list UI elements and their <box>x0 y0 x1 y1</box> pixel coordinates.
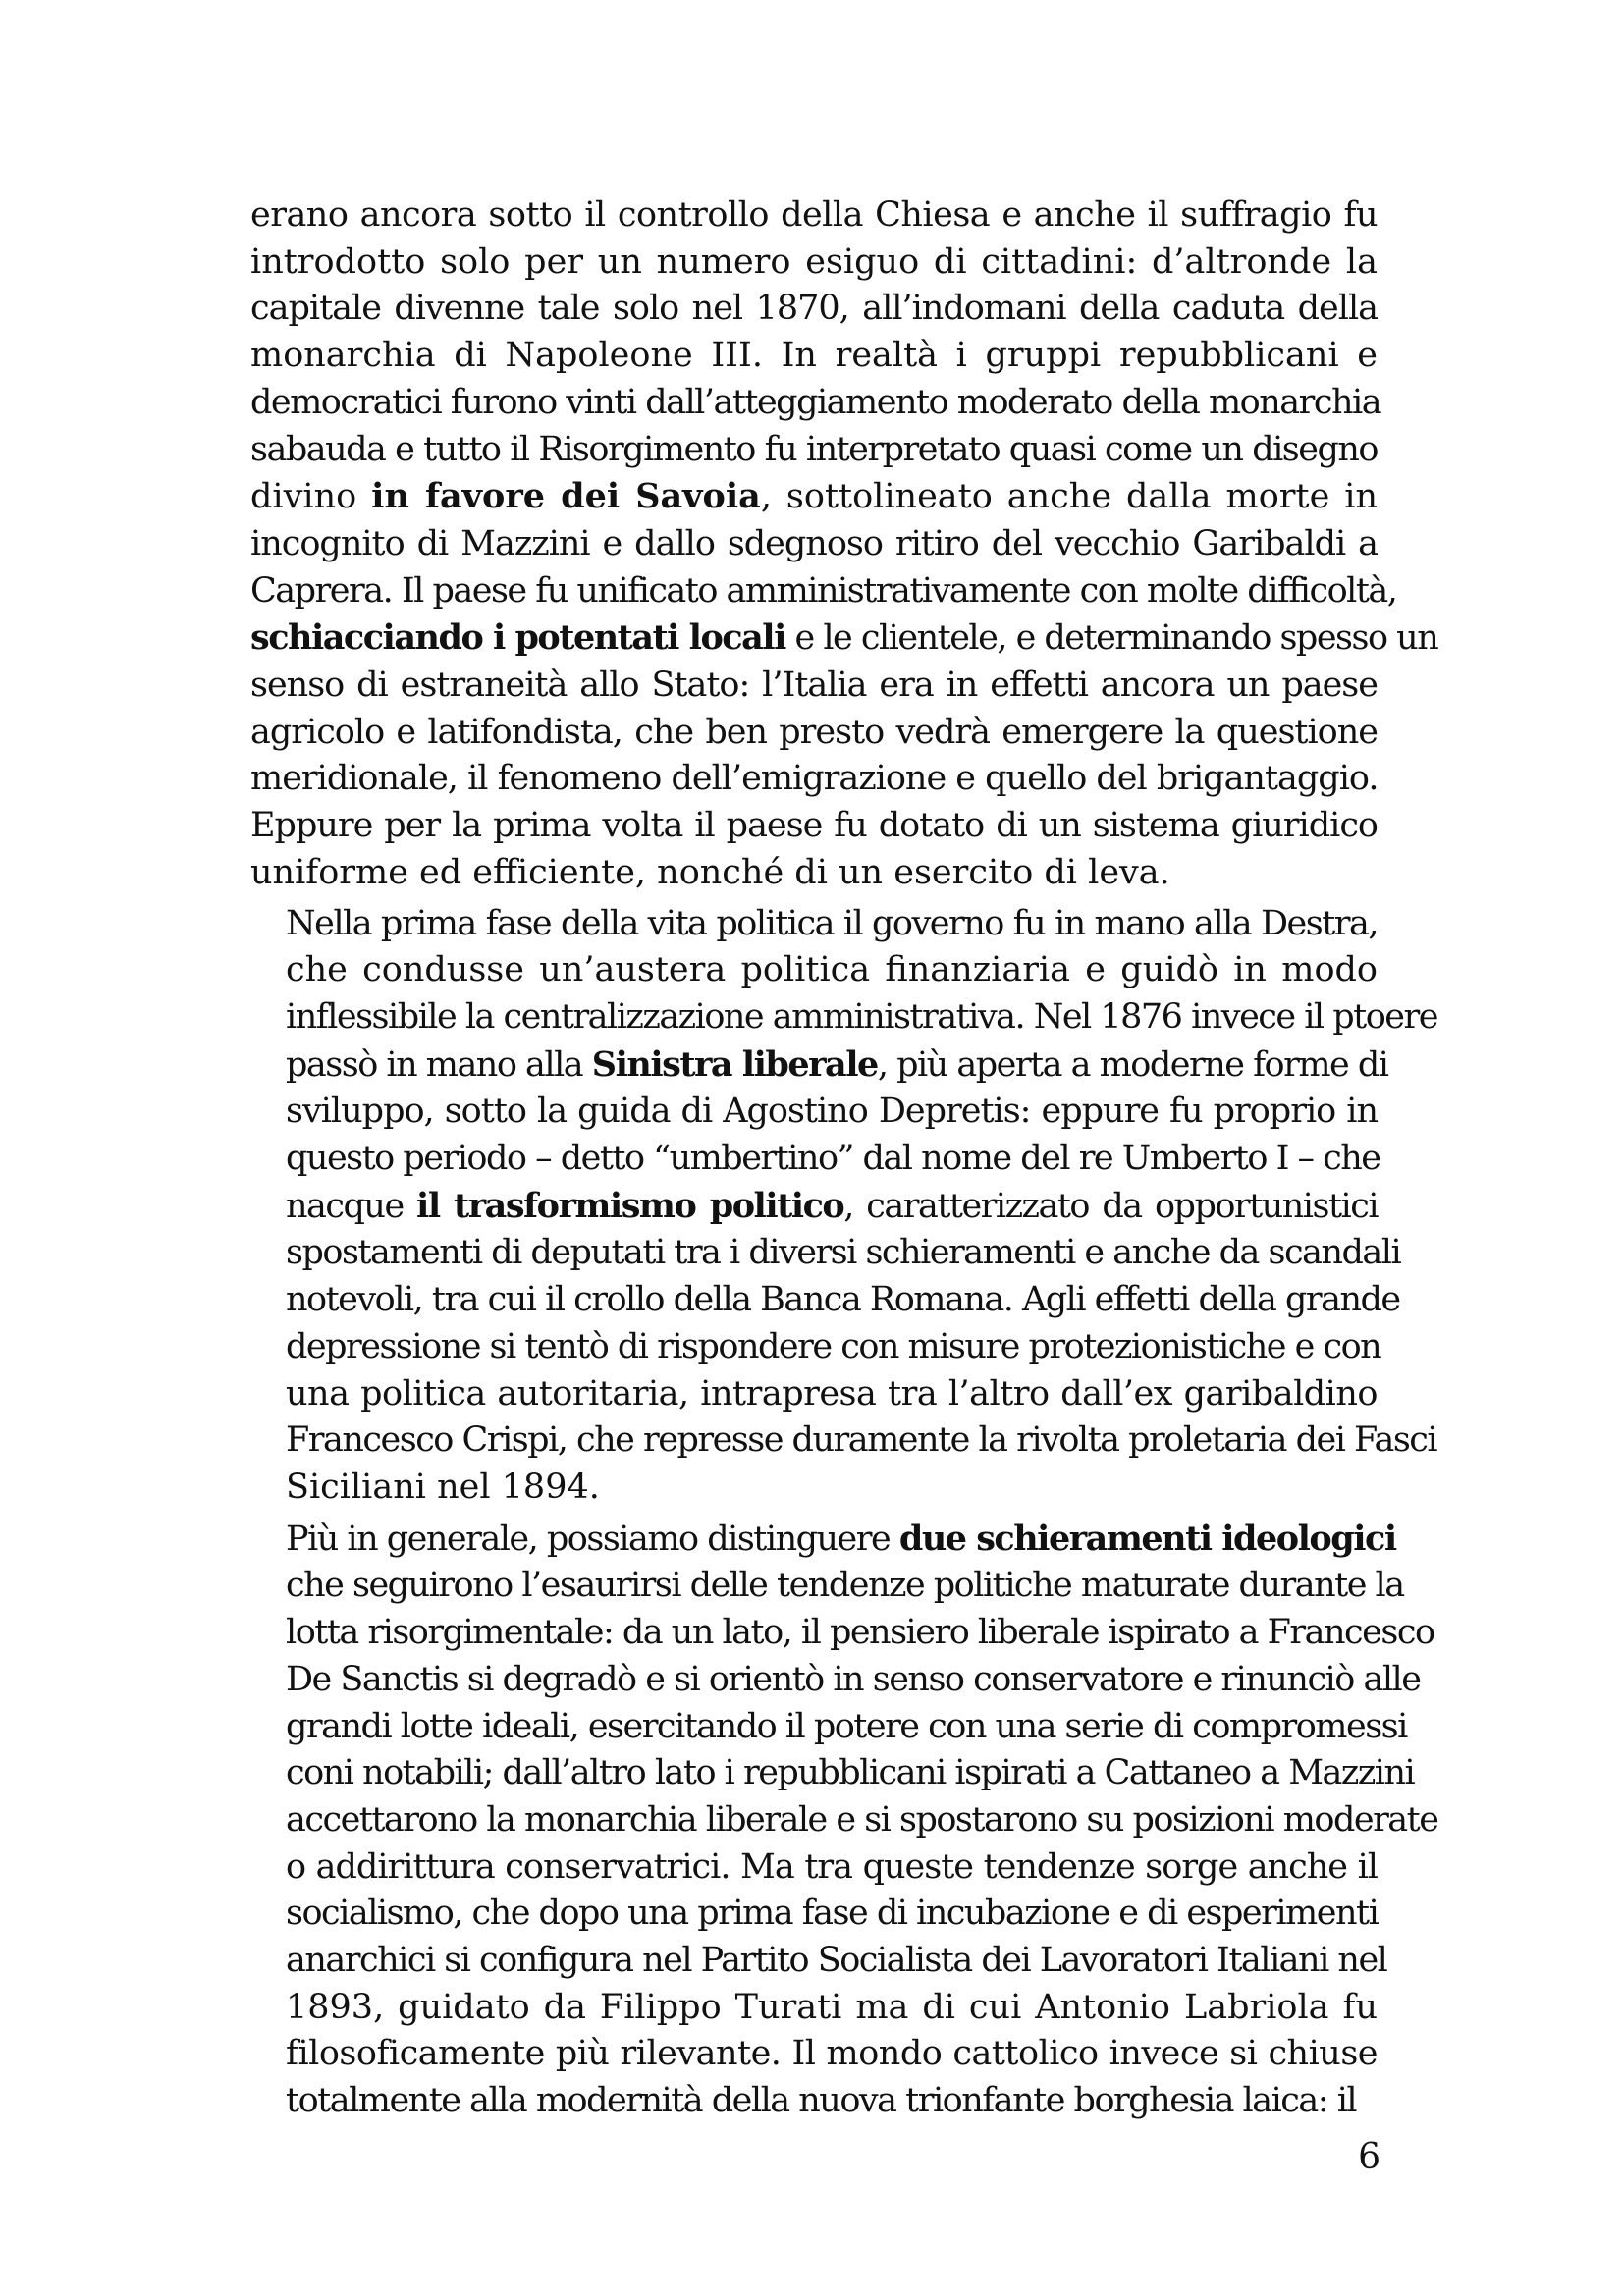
bold-phrase: in favore dei Savoia <box>371 476 761 517</box>
text-line <box>250 901 1378 948</box>
text-line <box>250 1704 1407 1751</box>
text-line <box>250 1938 1387 1985</box>
text-segment: filosoficamente più rilevante. Il mondo cattolico invece si chiuse <box>286 2034 1378 2074</box>
text-line <box>250 994 1437 1041</box>
text-segment: Siciliani nel 1894. <box>286 1467 600 1507</box>
text-line <box>250 427 1378 474</box>
text-segment: una politica autoritaria, intrapresa tra l’altro dall’ex garibaldino <box>286 1373 1378 1414</box>
text-segment: , sottolineato anche dalla morte in <box>760 477 1379 517</box>
text-line <box>250 568 1397 615</box>
text-line <box>250 286 1378 333</box>
text-line <box>250 1657 1421 1704</box>
text-segment: divino <box>250 477 372 517</box>
body-text <box>250 192 1438 2129</box>
text-segment: capitale divenne tale solo nel 1870, all’indomani della caduta della <box>250 289 1378 329</box>
text-segment: anarchici si configura nel Partito Socialista dei Lavoratori Italiani nel <box>286 1941 1387 1981</box>
text-line <box>250 1891 1378 1938</box>
text-segment: nacque <box>286 1186 417 1226</box>
text-segment: grandi lotte ideali, esercitando il potere con una serie di compromessi <box>286 1706 1407 1746</box>
text-segment: sabauda e tutto il Risorgimento fu interpretato quasi come un disegno <box>250 429 1378 469</box>
text-line <box>250 1183 1378 1231</box>
text-segment: spostamenti di deputati tra i diversi schieramenti e anche da scandali <box>286 1233 1401 1273</box>
text-segment: , caratterizzato da opportunistici <box>843 1186 1379 1226</box>
text-segment: incognito di Mazzini e dallo sdegnoso ritiro del vecchio Garibaldi a <box>250 523 1378 563</box>
text-segment: e le clientele, e determinando spesso un <box>784 618 1438 659</box>
text-line <box>250 333 1378 380</box>
bold-phrase: due schieramenti ideologici <box>898 1518 1396 1559</box>
text-segment: depressione si tentò di rispondere con misure protezionistiche e con <box>286 1326 1381 1366</box>
text-line <box>250 1089 1378 1136</box>
text-line <box>250 663 1378 710</box>
text-line <box>250 473 1378 521</box>
text-line <box>250 1750 1415 1797</box>
text-line <box>250 710 1378 757</box>
text-line <box>250 380 1381 427</box>
text-line <box>250 1563 1404 1610</box>
text-segment: 1893, guidato da Filippo Turati ma di cui Antonio Labriola fu <box>286 1987 1378 2027</box>
text-line <box>250 1277 1400 1324</box>
text-line <box>250 756 1378 803</box>
text-line <box>250 614 1438 663</box>
text-line <box>250 1041 1388 1090</box>
text-segment: Caprera. Il paese fu unificato amministrativamente con molte difficoltà, <box>250 570 1397 611</box>
text-segment: questo periodo – detto “umbertino” dal nome del re Umberto I – che <box>286 1139 1380 1179</box>
text-segment: o addirittura conservatrici. Ma tra queste tendenze sorge anche il <box>286 1846 1378 1887</box>
bold-phrase: Sinistra liberale <box>591 1043 878 1085</box>
text-segment: che seguirono l’esaurirsi delle tendenze politiche maturate durante la <box>286 1566 1404 1606</box>
text-segment: sviluppo, sotto la guida di Agostino Depretis: eppure fu proprio in <box>286 1092 1378 1132</box>
text-segment: erano ancora sotto il controllo della Chiesa e anche il suffragio fu <box>250 195 1378 235</box>
text-segment: democratici furono vinti dall’atteggiamento moderato della monarchia <box>250 382 1381 422</box>
text-line <box>250 192 1378 240</box>
text-segment: coni notabili; dall’altro lato i repubblicani ispirati a Cattaneo a Mazzini <box>286 1753 1415 1793</box>
text-segment: socialismo, che dopo una prima fase di incubazione e di esperimenti <box>286 1894 1379 1934</box>
text-line <box>250 1985 1378 2032</box>
text-line <box>250 521 1378 568</box>
text-line <box>250 1417 1437 1465</box>
bold-phrase: schiacciando i potentati locali <box>250 617 785 659</box>
text-segment: Più in generale, possiamo distinguere <box>286 1519 899 1559</box>
text-line <box>250 2078 1378 2125</box>
text-line <box>250 2031 1378 2078</box>
text-segment: senso di estraneità allo Stato: l’Italia era in effetti ancora un paese <box>250 666 1378 706</box>
text-segment: , più aperta a moderne forme di <box>877 1044 1388 1085</box>
text-segment: accettarono la monarchia liberale e si spostarono su posizioni moderate <box>286 1799 1438 1840</box>
text-line <box>250 850 1378 897</box>
text-segment: meridionale, il fenomeno dell’emigrazione e quello del brigantaggio. <box>250 759 1379 799</box>
text-line <box>250 1324 1381 1371</box>
text-segment: lotta risorgimentale: da un lato, il pensiero liberale ispirato a Francesco <box>286 1613 1434 1653</box>
text-line <box>250 1230 1401 1277</box>
text-line <box>250 1371 1378 1418</box>
paragraph <box>250 192 1438 897</box>
text-segment: che condusse un’austera politica finanziaria e guidò in modo <box>286 950 1378 990</box>
page-number: 6 <box>1358 2137 1380 2177</box>
text-segment: notevoli, tra cui il crollo della Banca Romana. Agli effetti della grande <box>286 1280 1400 1320</box>
text-segment: agricolo e latifondista, che ben presto vedrà emergere la questione <box>250 712 1378 752</box>
text-line <box>250 1516 1396 1564</box>
text-line <box>250 1136 1378 1183</box>
text-line <box>250 803 1378 850</box>
text-segment: totalmente alla modernità della nuova trionfante borghesia laica: il <box>286 2081 1357 2121</box>
text-segment: Nella prima fase della vita politica il governo fu in mano alla Destra, <box>286 903 1378 943</box>
text-segment: Francesco Crispi, che represse duramente la rivolta proletaria dei Fasci <box>286 1420 1437 1461</box>
bold-phrase: il trasformismo politico <box>416 1185 844 1226</box>
text-line <box>250 1465 1378 1512</box>
text-line <box>250 947 1378 994</box>
text-segment: Eppure per la prima volta il paese fu dotato di un sistema giuridico <box>250 806 1378 846</box>
text-line <box>250 1844 1378 1892</box>
text-segment: passò in mano alla <box>286 1044 592 1085</box>
text-line <box>250 240 1378 287</box>
paragraph <box>250 1516 1438 2125</box>
text-line <box>250 1797 1438 1844</box>
text-segment: introdotto solo per un numero esiguo di cittadini: d’altronde la <box>250 241 1378 282</box>
text-line <box>250 1610 1434 1657</box>
text-segment: monarchia di Napoleone III. In realtà i gruppi repubblicani e <box>250 336 1378 376</box>
text-segment: uniforme ed efficiente, nonché di un esercito di leva. <box>250 852 1170 892</box>
text-segment: inflessibile la centralizzazione amministrativa. Nel 1876 invece il ptoere <box>286 996 1437 1037</box>
text-segment: De Sanctis si degradò e si orientò in senso conservatore e rinunciò alle <box>286 1659 1421 1699</box>
paragraph <box>250 901 1437 1512</box>
